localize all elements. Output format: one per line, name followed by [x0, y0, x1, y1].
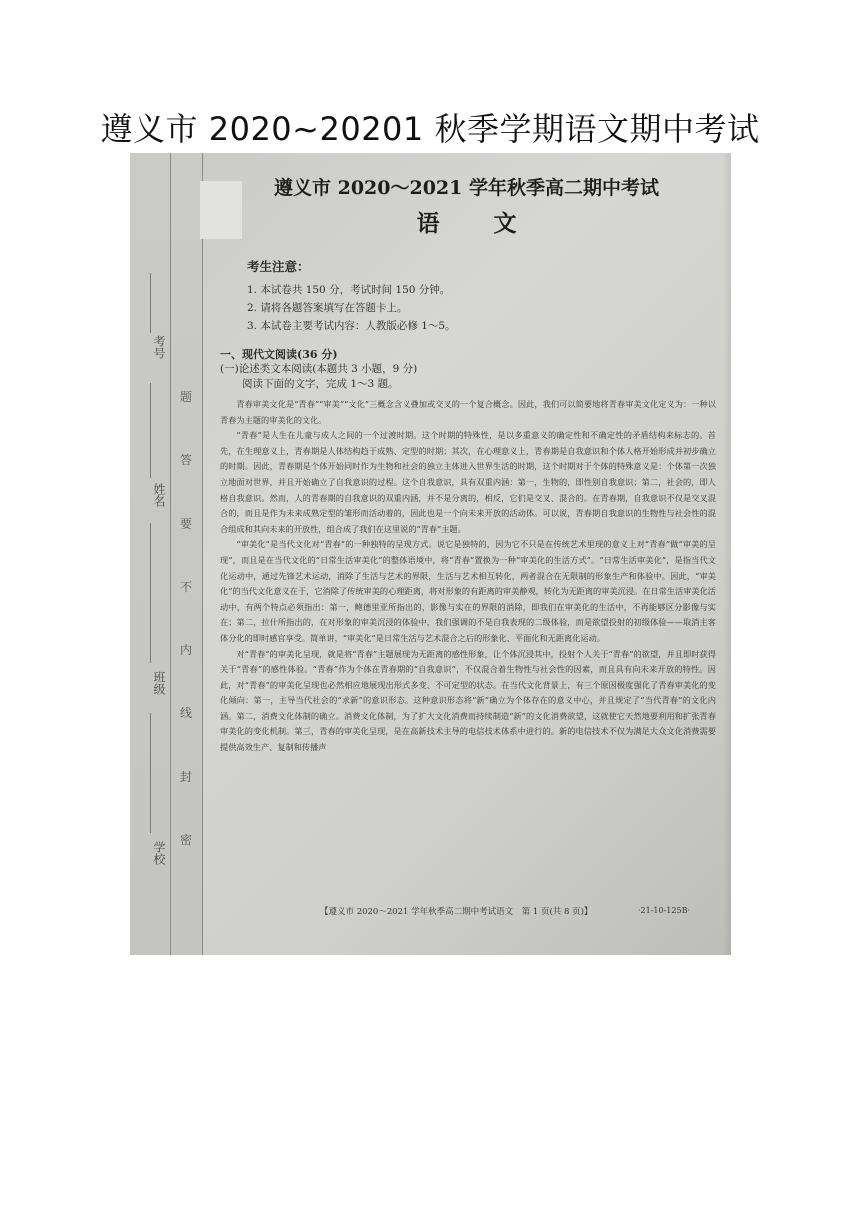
reading-passage: [220, 397, 716, 756]
fill-line: [150, 713, 151, 833]
exam-notice: [247, 257, 647, 335]
margin-line: [170, 153, 171, 955]
seal-char: 不: [179, 579, 192, 594]
seal-char: 密: [179, 832, 192, 847]
exam-header: 遵义市 2020～2021 学年秋季高二期中考试: [274, 177, 659, 199]
notice-item: 1. 本试卷共 150 分，考试时间 150 分钟。: [247, 284, 451, 296]
notice-item: 2. 请将各题答案填写在答题卡上。: [247, 302, 408, 314]
seal-char: 线: [179, 706, 192, 721]
exam-paper-photo: [130, 153, 731, 955]
document-title: 遵义市 2020~20201 秋季学期语文期中考试: [100, 110, 760, 148]
label-class: 班级: [152, 671, 166, 695]
seal-char: 题: [179, 390, 192, 404]
passage-paragraph: 对“青春”的审美化呈现，就是将“青春”主题展现为无距离的感性形象，让个体沉浸其中，投射个人关于“青春”的欲望，并且即时获得关于“青春”的感性体验。“青春”作为个体在青春期的“自我意识”，不仅混合着生物性与社会性的因素，而且具有向未来开放的特性。因此，对“青春”的审美化呈现也必然相应地展现出形式多变、不可定型的状态。在当代文化背景上，有三个原因极度强化了青春审美化的变化倾向：第一，主导当代社会的“求新”的意识形态。这种意识形态将“新”确立为个体存在的意义中心，并且规定了“当代青春”的文化内涵。第二，消费文化体制的确立。消费文化体制，为了扩大文化消费而持续制造“新”的文化消费欲望，这就使它天然地要利用和扩张青春审美化的变化机制。第三，青春的审美化呈现，是在高新技术主导的电信技术体系中进行的。新的电信技术不仅为满足大众文化消费需要提供高效生产、复制和传播声: [220, 648, 716, 753]
fill-line: [150, 523, 151, 663]
label-name: 姓名: [152, 483, 166, 507]
margin-line: [202, 153, 203, 955]
seal-char: 内: [179, 643, 192, 658]
fill-line: [150, 383, 151, 478]
page-footer: 【遵义市 2020～2021 学年秋季高二期中考试语文 第 1 页(共 8 页)】: [320, 907, 593, 917]
label-school: 学校: [152, 841, 166, 865]
reading-instruction: 阅读下面的文字，完成 1～3 题。: [242, 378, 399, 390]
notice-heading: 考生注意：: [247, 259, 310, 274]
section-header: [220, 347, 720, 392]
label-exam-number: 考号: [152, 335, 166, 359]
seal-char: 封: [179, 769, 192, 784]
notice-item: 3. 本试卷主要考试内容：人教版必修 1～5。: [247, 320, 456, 332]
fill-line: [150, 273, 151, 333]
paper-code: ·21-10-125B·: [638, 906, 690, 915]
section-title: 一、现代文阅读(36 分): [220, 348, 338, 361]
subject-title: 语文: [416, 210, 571, 237]
seal-line-text: [174, 388, 198, 848]
seal-char: 要: [179, 516, 192, 531]
photo-shadow: [723, 153, 731, 955]
passage-paragraph: 青春审美文化是“青春”“审美”“文化”三概念含义叠加或交叉的一个复合概念。因此，我们可以简要地将青春审美文化定义为：一种以青春为主题的审美化的文化。: [220, 399, 716, 425]
seal-char: 答: [179, 453, 192, 468]
passage-paragraph: “青春”是人生在儿童与成人之间的一个过渡时期。这个时期的特殊性，是以多重意义的确定性和不确定性的矛盾结构来标志的。首先，在生理意义上，青春期是人体结构趋于成熟、定型的时期；其次，在心理意义上，青春期是自我意识和个体人格开始形成并初步确立的时期。因此，青春期是个体开始同时作为生物和社会的独立主体进入世界生活的时期，这个时期对于个体的特殊意义是：个体第一次独立地面对世界，并且开始确立了自我意识的过程。这个自我意识，具有双重内涵：第一，生物的，即性别自我意识；第二，社会的，即人格自我意识。然而，人的青春期的自我意识的双重内涵，并不是分离的，相反，它们是交叉、混合的。在青春期，自我意识不仅是交叉混合的，而且是作为未来成熟定型的雏形而活动着的，因此也是一个向未来开放的活动体。可以说，青春期自我意识的生物性与社会性的混合组成和其向未来的开放性，组合成了我们在这里说的“青春”主题。: [220, 430, 716, 534]
subsection-title: (一)论述类文本阅读(本题共 3 小题，9 分): [220, 363, 418, 375]
passage-paragraph: “审美化”是当代文化对“青春”的一种独特的呈现方式。说它是独特的，因为它不只是在传统艺术里现的意义上对“青春”做“审美的呈现”，而且是在当代文化的“日常生活审美化”的整体语境中，将“青春”置换为一种“审美化的生活方式”。“日常生活审美化”，是指当代文化运动中，通过先锋艺术运动，消除了生活与艺术的界限，生活与艺术相互转化，两者混合在无限制的形象生产和体验中。因此，“审美化”的当代文化意义在于，它消除了传统审美的心理距离，将对形象的有距离的审美静观，转化为无距离的审美沉浸。在日常生活审美化活动中，有两个特点必须指出：第一，鲍德里亚所指出的，影像与实在的界限的消除，即我们在审美化的生活中，不再能够区分影像与实在；第二，拉什所指出的，在对形象的审美沉浸的体验中，我们强调的不是自我表现的二级体验，而是欲望投射的初级体验——取消主客体分化的即时感官享受。简单讲，“审美化”是日常生活与艺术混合之后的形象化、平面化和无距离化运动。: [220, 539, 716, 643]
